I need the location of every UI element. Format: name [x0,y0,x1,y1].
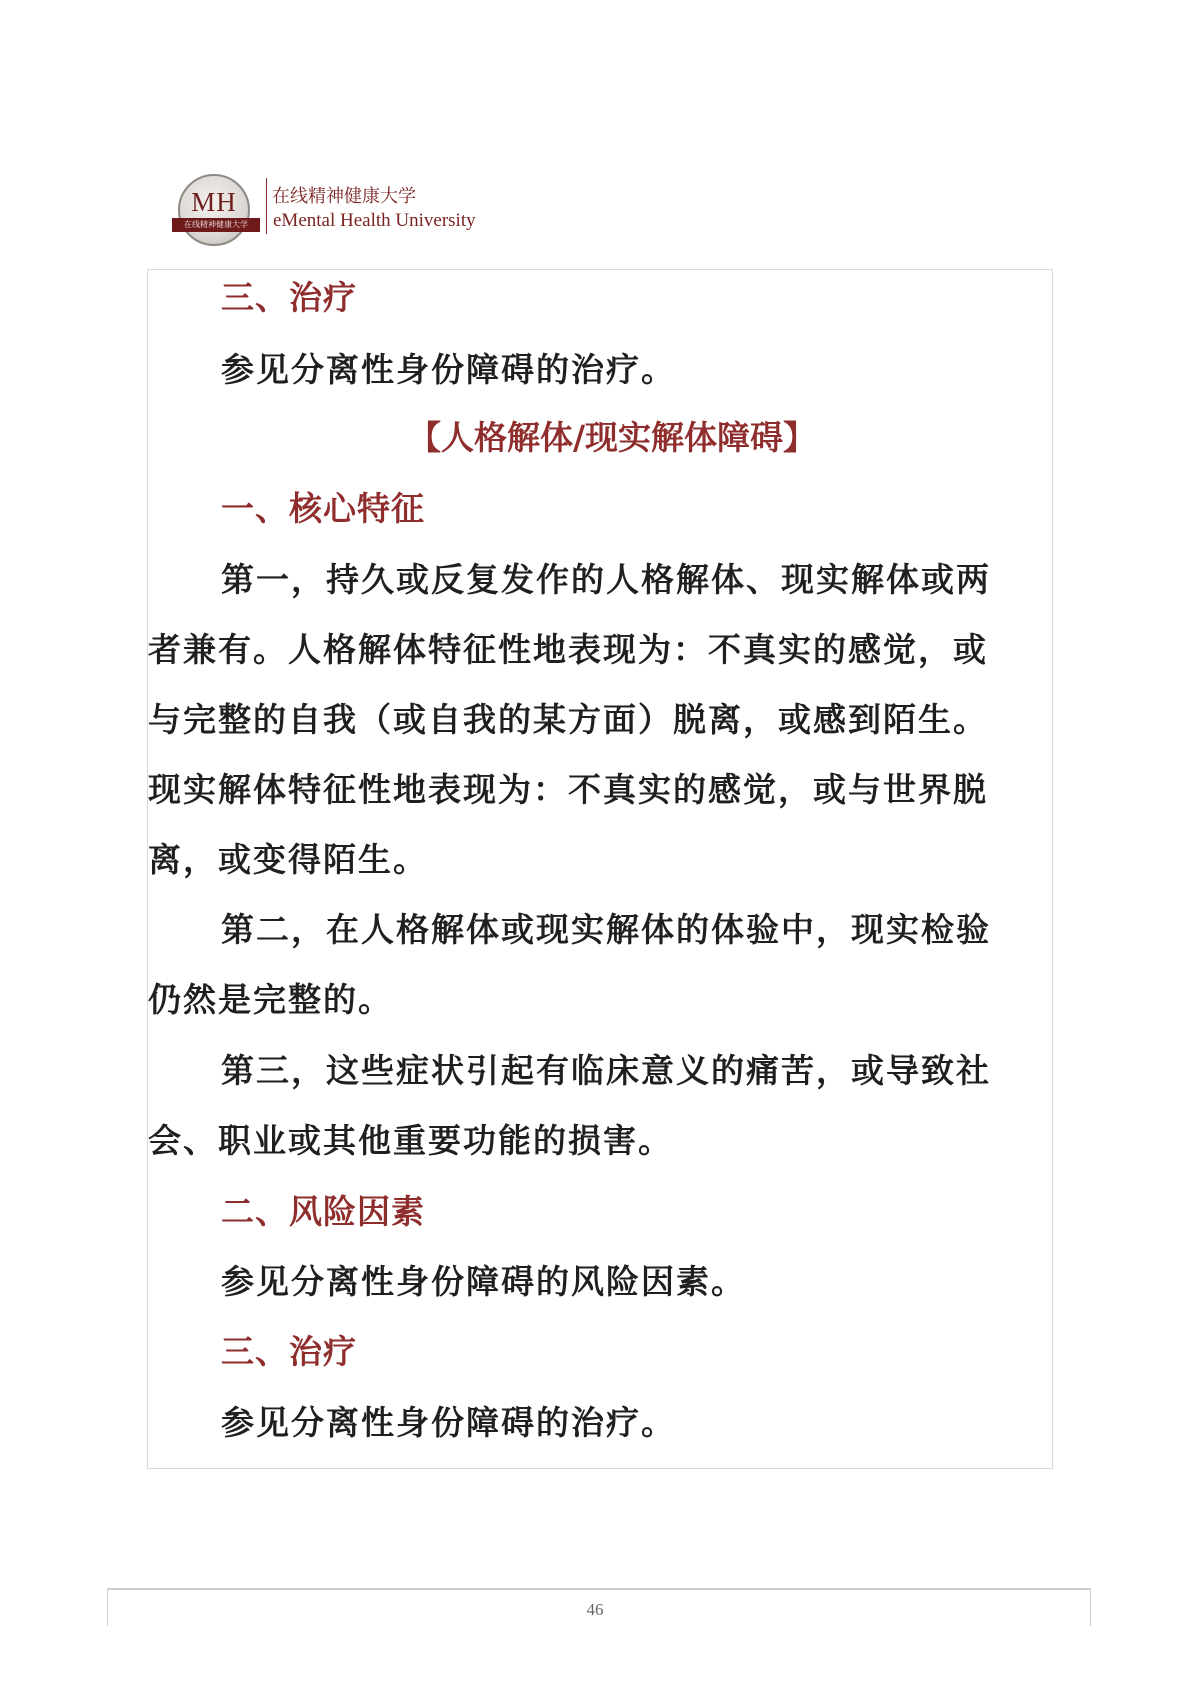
section-heading-treatment-top: 三、治疗 [221,278,357,317]
core-line-8: 第三，这些症状引起有临床意义的痛苦，或导致社 [221,1051,991,1090]
core-line-3: 与完整的自我（或自我的某方面）脱离，或感到陌生。 [148,700,988,739]
section-heading-core-features: 一、核心特征 [221,489,425,528]
disorder-title: 【人格解体/现实解体障碍】 [408,418,817,457]
university-name-cn: 在线精神健康大学 [272,186,416,207]
section-heading-treatment: 三、治疗 [221,1332,357,1371]
logo-mark: MH [191,187,237,217]
section-heading-risk-factors: 二、风险因素 [221,1192,425,1231]
core-line-6: 第二，在人格解体或现实解体的体验中，现实检验 [221,910,991,949]
core-line-4: 现实解体特征性地表现为：不真实的感觉，或与世界脱 [148,770,988,809]
footer-divider [107,1588,1091,1590]
treatment-text: 参见分离性身份障碍的治疗。 [221,1403,676,1442]
university-name-en: eMental Health University [273,210,476,231]
core-line-1: 第一，持久或反复发作的人格解体、现实解体或两 [221,560,991,599]
core-line-2: 者兼有。人格解体特征性地表现为：不真实的感觉，或 [148,630,988,669]
risk-factors-text: 参见分离性身份障碍的风险因素。 [221,1262,746,1301]
page-number: 46 [586,1600,604,1619]
core-line-9: 会、职业或其他重要功能的损害。 [148,1121,673,1160]
logo-divider [266,178,267,234]
university-logo [172,172,502,252]
core-line-5: 离，或变得陌生。 [148,840,428,879]
treatment-top-text: 参见分离性身份障碍的治疗。 [221,350,676,389]
logo-seal-icon [178,174,250,246]
core-line-7: 仍然是完整的。 [148,980,393,1019]
logo-ribbon: 在线精神健康大学 [172,218,260,232]
